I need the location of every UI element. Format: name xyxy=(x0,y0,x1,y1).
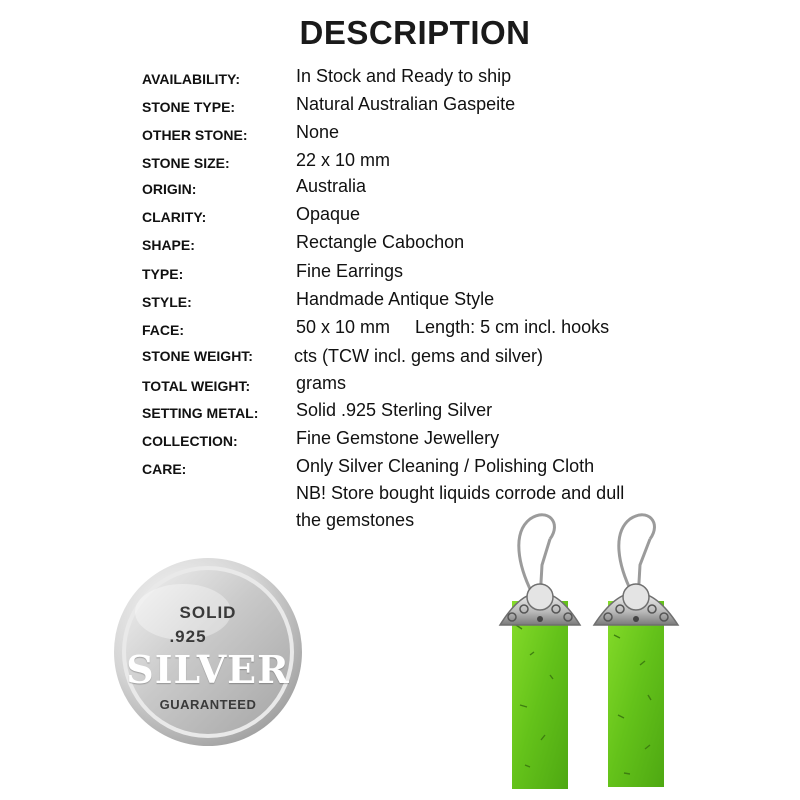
spec-value: In Stock and Ready to ship xyxy=(296,66,512,86)
spec-value: None xyxy=(296,122,340,142)
spec-row-other-stone xyxy=(0,119,800,147)
badge-purity-text: .925 xyxy=(169,627,207,646)
spec-label: TYPE: xyxy=(142,266,184,282)
spec-row-setting-metal xyxy=(0,397,800,425)
spec-label: OTHER STONE: xyxy=(142,127,248,143)
spec-label: CLARITY: xyxy=(142,209,207,225)
spec-value: 50 x 10 mm Length: 5 cm incl. hooks xyxy=(296,317,610,337)
left-earring xyxy=(500,515,580,789)
spec-label: SETTING METAL: xyxy=(142,405,259,421)
spec-label: STONE TYPE: xyxy=(142,99,236,115)
earrings-illustration xyxy=(490,505,690,795)
badge-silver-text: SILVER xyxy=(126,647,290,692)
spec-row-clarity xyxy=(0,201,800,229)
spec-label: STONE SIZE: xyxy=(142,155,230,171)
spec-label: ORIGIN: xyxy=(142,181,197,197)
spec-row-collection xyxy=(0,425,800,453)
spec-row-availability xyxy=(0,63,800,91)
spec-value: grams xyxy=(296,373,347,393)
spec-row-origin xyxy=(0,173,800,201)
spec-row-stone-weight xyxy=(0,343,800,371)
badge-guaranteed-text: GUARANTEED xyxy=(159,697,257,712)
spec-value: Handmade Antique Style xyxy=(296,289,495,309)
spec-value: Opaque xyxy=(296,204,361,224)
spec-row-style xyxy=(0,286,800,314)
spec-row-stone-size xyxy=(0,147,800,175)
spec-label: STYLE: xyxy=(142,294,192,310)
spec-label: FACE: xyxy=(142,322,184,338)
care-note-line: the gemstones xyxy=(296,510,415,530)
spec-label: AVAILABILITY: xyxy=(142,71,240,87)
badge-solid-text: SOLID xyxy=(179,603,237,622)
spec-row-care xyxy=(0,453,800,481)
spec-value: Solid .925 Sterling Silver xyxy=(296,400,493,420)
spec-value: cts (TCW incl. gems and silver) xyxy=(294,346,544,366)
page-title: DESCRIPTION xyxy=(299,14,531,51)
spec-value: Australia xyxy=(296,176,367,196)
spec-label: COLLECTION: xyxy=(142,433,238,449)
earrings-product-image xyxy=(490,505,690,795)
spec-row-total-weight xyxy=(0,370,800,398)
spec-row-stone-type xyxy=(0,91,800,119)
right-earring xyxy=(594,515,678,787)
silver-guarantee-badge xyxy=(113,557,303,747)
spec-value: Only Silver Cleaning / Polishing Cloth xyxy=(296,456,595,476)
spec-label: SHAPE: xyxy=(142,237,195,253)
spec-row-face xyxy=(0,314,800,342)
spec-value: Fine Gemstone Jewellery xyxy=(296,428,500,448)
spec-value: 22 x 10 mm xyxy=(296,150,391,170)
spec-label: TOTAL WEIGHT: xyxy=(142,378,251,394)
spec-row-type xyxy=(0,258,800,286)
spec-label: CARE: xyxy=(142,461,187,477)
spec-row-shape xyxy=(0,229,800,257)
spec-label: STONE WEIGHT: xyxy=(142,348,253,364)
care-note-line: NB! Store bought liquids corrode and dull xyxy=(296,483,625,503)
spec-value: Rectangle Cabochon xyxy=(296,232,465,252)
spec-value: Fine Earrings xyxy=(296,261,404,281)
spec-value: Natural Australian Gaspeite xyxy=(296,94,516,114)
